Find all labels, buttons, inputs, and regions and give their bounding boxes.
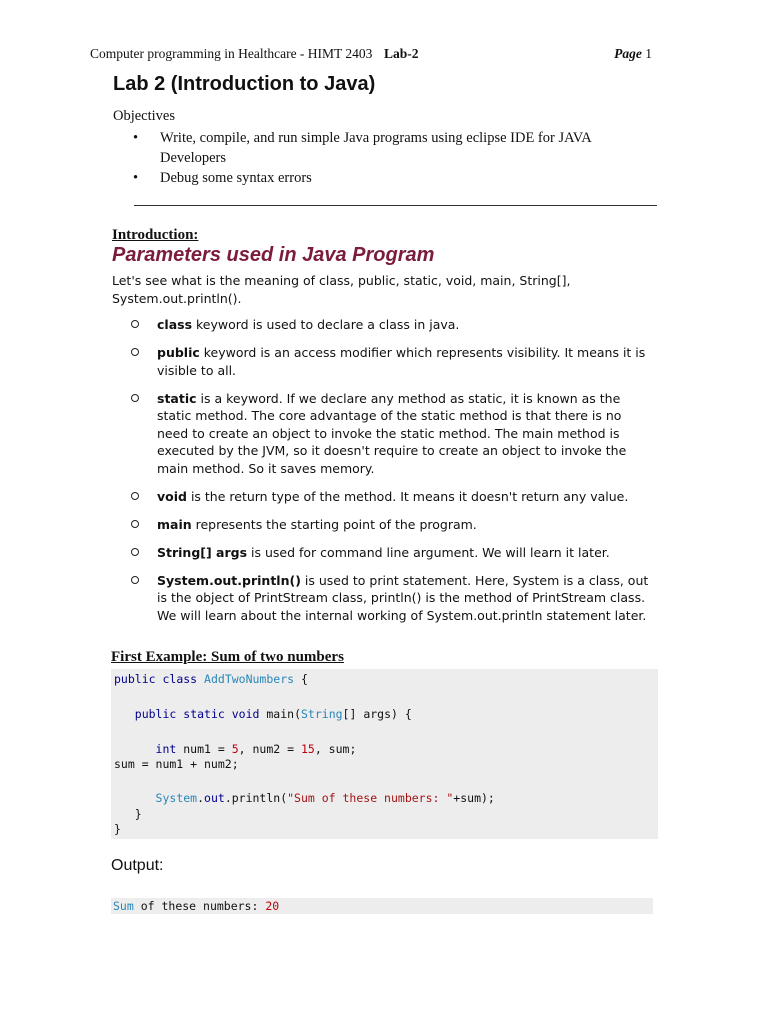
page-label: Page: [614, 46, 642, 61]
document-title: Lab 2 (Introduction to Java): [113, 73, 376, 95]
objectives-section: [113, 108, 643, 188]
introduction-heading: Introduction:: [112, 227, 199, 243]
keyword-desc: keyword is used to declare a class in java.: [192, 317, 460, 332]
example-heading: First Example: Sum of two numbers: [111, 649, 344, 665]
keyword-item: [113, 316, 653, 334]
keyword-item: [113, 488, 653, 506]
course-name: Computer programming in Healthcare - HIMT 2403: [90, 46, 373, 61]
circle-bullet-icon: [131, 576, 139, 584]
section-title: Parameters used in Java Program: [112, 244, 435, 266]
code-line: }: [114, 822, 121, 836]
keyword-term: System.out.println(): [157, 572, 301, 588]
circle-bullet-icon: [131, 348, 139, 356]
circle-bullet-icon: [131, 320, 139, 328]
keyword-desc: is the return type of the method. It means it doesn't return any value.: [186, 488, 629, 504]
objective-item: [113, 128, 643, 168]
keyword-term: String[] args: [157, 544, 248, 560]
circle-bullet-icon: [131, 548, 139, 556]
objective-text: Debug some syntax errors: [160, 170, 312, 186]
objective-item: [113, 168, 643, 188]
keyword-desc: keyword is an access modifier which represents visibility. It means it is visible to all.: [157, 345, 646, 378]
page-number: 1: [645, 46, 652, 61]
circle-bullet-icon: [131, 394, 139, 402]
bullet-icon: •: [133, 130, 139, 146]
code-line: sum = num1 + num2;: [114, 757, 239, 771]
code-line: public class AddTwoNumbers {: [114, 672, 308, 686]
page-indicator: [614, 46, 652, 62]
circle-bullet-icon: [131, 520, 139, 528]
output-line: Sum of these numbers: 20: [113, 899, 280, 913]
keyword-item: [113, 516, 653, 534]
keyword-list: [113, 316, 653, 635]
keyword-desc: is used for command line argument. We will learn it later.: [247, 544, 610, 560]
keyword-term: void: [157, 488, 187, 504]
keyword-desc: is a keyword. If we declare any method as static, it is known as the static method. The core advantage of the static method is that there is no need to create an object to invoke the static method. The main method is executed by the JVM, so it doesn't require to create an object to invoke the main method. So it saves memory.: [157, 390, 627, 476]
output-block: [111, 898, 653, 914]
keyword-desc: is used to print statement. Here, System is a class, out is the object of PrintStream class, println() is the method of PrintStream class. We will learn about the internal working of System.out.println statement later.: [157, 572, 649, 623]
code-line: public static void main(String[] args) {: [134, 707, 412, 721]
intro-paragraph: Let's see what is the meaning of class, public, static, void, main, String[], System.out.println().: [112, 273, 571, 306]
bullet-icon: •: [133, 170, 139, 186]
objective-text: Write, compile, and run simple Java programs using eclipse IDE for JAVA Developers: [160, 130, 591, 166]
code-line: System.out.println("Sum of these numbers: "+sum);: [155, 791, 495, 805]
lab-label: Lab-2: [384, 46, 419, 61]
output-label: Output:: [111, 857, 164, 874]
keyword-item: [113, 572, 653, 625]
keyword-term: public: [157, 345, 200, 360]
keyword-term: class: [157, 317, 193, 332]
code-line: int num1 = 5, num2 = 15, sum;: [155, 742, 357, 756]
page-header: [90, 46, 652, 64]
code-line: }: [114, 807, 142, 821]
keyword-term: main: [157, 516, 192, 532]
code-block: [111, 669, 658, 839]
circle-bullet-icon: [131, 492, 139, 500]
keyword-desc: represents the starting point of the program.: [191, 516, 477, 532]
keyword-item: [113, 390, 653, 478]
keyword-term: static: [157, 390, 197, 406]
objectives-heading: Objectives: [113, 108, 176, 124]
horizontal-divider: [134, 205, 657, 206]
objectives-list: [113, 128, 643, 188]
keyword-item: [113, 544, 653, 562]
keyword-item: [113, 344, 653, 379]
